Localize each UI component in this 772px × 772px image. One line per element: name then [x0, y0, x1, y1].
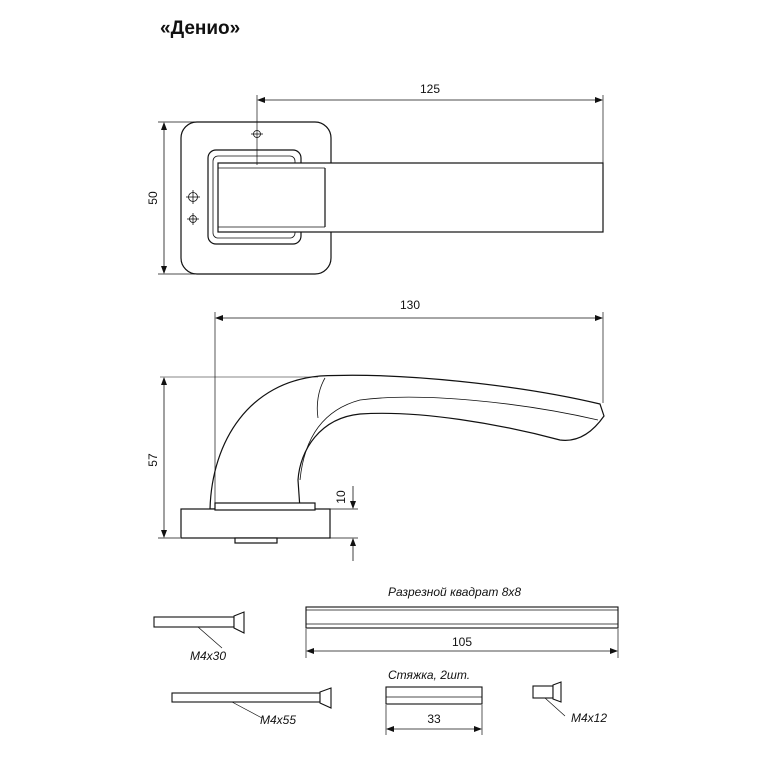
rosette-base [181, 509, 330, 538]
square-caption: Разрезной квадрат 8х8 [388, 585, 522, 599]
top-view [158, 95, 603, 274]
spindle-stub [235, 538, 277, 543]
square-length-label: 105 [451, 635, 473, 649]
coupler [386, 687, 482, 735]
side-view [158, 312, 604, 561]
coupler-caption: Стяжка, 2шт. [388, 668, 471, 682]
screw-m4x30 [154, 612, 244, 648]
product-title: «Денио» [160, 18, 241, 39]
screw-short-label: М4х30 [190, 649, 227, 663]
dim-side-height-label: 57 [146, 453, 160, 467]
dim-rose-label: 10 [334, 490, 348, 504]
coupler-length-label: 33 [427, 712, 441, 726]
parts [154, 607, 618, 735]
lever-profile [210, 375, 604, 509]
dim-height-label: 50 [146, 191, 160, 205]
screw-m4x12 [533, 682, 565, 716]
square-spindle [306, 607, 618, 658]
screw-m4x55 [172, 688, 331, 718]
dim-length-label: 130 [399, 298, 421, 312]
dim-width-label: 125 [419, 82, 441, 96]
rosette-plate [215, 503, 315, 510]
lever-body-top [218, 163, 603, 232]
screw-tiny-label: М4х12 [571, 711, 608, 725]
screw-long-label: М4х55 [260, 713, 297, 727]
